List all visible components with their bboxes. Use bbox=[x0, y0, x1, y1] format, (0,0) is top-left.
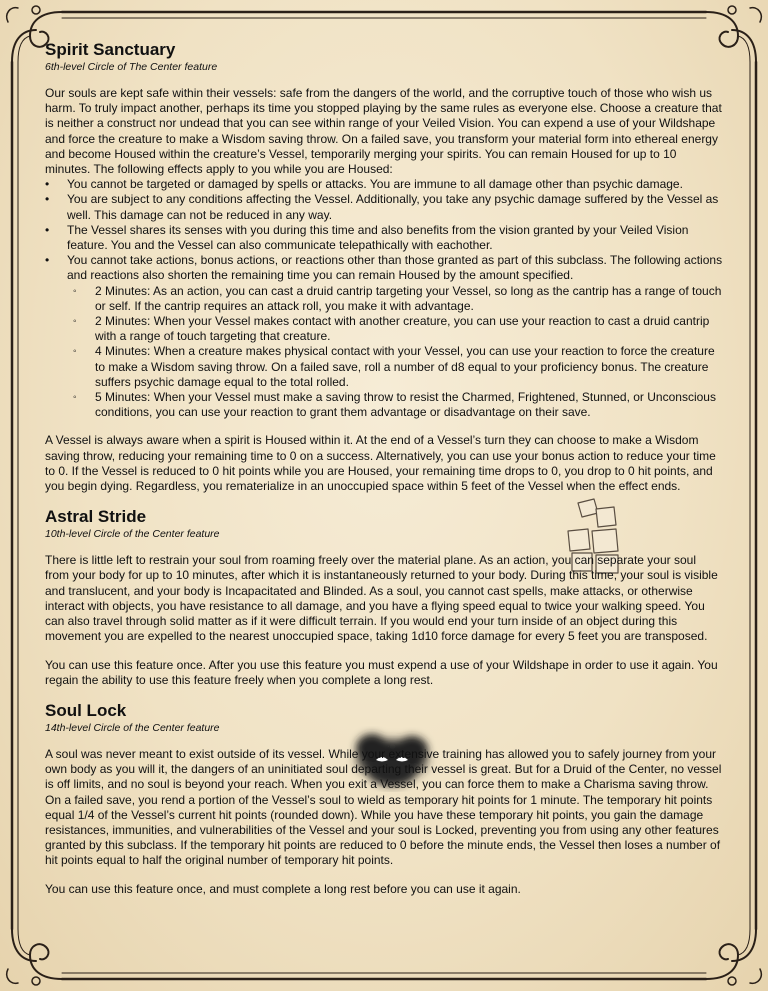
section-paragraph: Our souls are kept safe within their vessels: safe from the dangers of the world, and the corruptive touch of those who wish us harm. To truly impact another, perhaps its time you stopped playing by the same rules as everyone else. Choose a creature that is neither a construct nor undead that you can see within range of your Veiled Vision. You can expend a use of your Wildshape and force the creature to make a Wisdom saving throw. On a failed save, you transform your material form into ethereal energy and become Housed within the creature’s Vessel, temporarily merging your spirits. You can remain Housed for up to 10 minutes. The following effects apply to you while you are Housed: bbox=[45, 86, 722, 177]
section-title: Soul Lock bbox=[45, 700, 127, 720]
section-paragraph: A soul was never meant to exist outside of its vessel. While your extensive training has allowed you to safely journey from your own body as you will it, the dangers of an uninitiated soul departing their vessel is great. But for a Druid of the Center, no vessel is off limits, and no soul is beyond your reach. When you exit a Vessel, you can force them to make a Charisma saving throw. On a failed save, you rend a portion of the Vessel’s soul to wield as temporary hit points for 1 minute. The temporary hit points equal 1/4 of the Vessel’s current hit points (rounded down). While you have these temporary hit points, you gain the damage resistances, immunities, and vulnerabilities of the Vessel and your soul is Locked, preventing you from using any other features granted by this subclass. If the temporary hit points are reduced to 0 before the minute ends, the Vessel then loses a number of hit points equal to half the original number of temporary hit points. bbox=[45, 746, 722, 868]
section-title: Astral Stride bbox=[45, 507, 147, 527]
list-item: • The Vessel shares its senses with you during this time and also benefits from the vision granted by your Veiled Vision feature. You and the Vessel can also communicate telepathically with eachother. bbox=[45, 223, 723, 253]
section-spirit-sanctuary bbox=[45, 40, 723, 494]
list-item-text: You cannot take actions, bonus actions, or reactions other than those granted as part of this subclass. The following actions and reactions also shorten the remaining time you can remain Housed by the amount specified. bbox=[67, 253, 723, 283]
sublist-item: ◦ 5 Minutes: When your Vessel must make a saving throw to resist the Charmed, Frightened, Stunned, or Unconscious conditions, you can use your reaction to grant them advantage or disadvantage on their save. bbox=[67, 390, 723, 420]
list-item: • You cannot be targeted or damaged by spells or attacks. You are immune to all damage other than psychic damage. bbox=[45, 177, 723, 192]
list-item: • You are subject to any conditions affecting the Vessel. Additionally, you take any psychic damage suffered by the Vessel as well. This damage can not be reduced in any way. bbox=[45, 192, 723, 222]
list-item bbox=[45, 253, 723, 420]
section-title: Spirit Sanctuary bbox=[45, 40, 176, 59]
section-paragraph: You can use this feature once, and must complete a long rest before you can use it again. bbox=[45, 881, 521, 896]
effects-list bbox=[45, 177, 723, 420]
section-subtitle: 14th-level Circle of the Center feature bbox=[45, 721, 220, 734]
section-subtitle: 6th-level Circle of The Center feature bbox=[45, 61, 218, 73]
section-paragraph: A Vessel is always aware when a spirit is Housed within it. At the end of a Vessel’s turn they can choose to make a Wisdom saving throw, reducing your remaining time to 0 on a success. Alternatively, you can use your bonus action to reduce your time to 0. If the Vessel is reduced to 0 hit points while you are Housed, your remaining time drops to 0, you drop to 0 hit points, and you begin dying. Regardless, you rematerialize in an unoccupied space within 5 feet of the Vessel when the effect ends. bbox=[45, 433, 716, 494]
page-content bbox=[45, 40, 723, 910]
sublist-item: ◦ 2 Minutes: As an action, you can cast a druid cantrip targeting your Vessel, so long as the cantrip has a range of touch or self. If the cantrip requires an attack roll, you make it with advantage. bbox=[67, 284, 723, 314]
sublist-item: ◦ 4 Minutes: When a creature makes physical contact with your Vessel, you can use your reaction to force the creature to make a Wisdom saving throw. On a failed save, roll a number of d8 equal to your proficiency bonus. The creature suffers psychic damage equal to the total rolled. bbox=[67, 344, 723, 390]
actions-sublist bbox=[67, 284, 723, 421]
section-paragraph: There is little left to restrain your soul from roaming freely over the material plane. As an action, you can separate your soul from your body for up to 10 minutes, after which it is instantaneously returned to your body. During this time, your soul is visible and translucent, and your body is Incapacitated and Blinded. As a soul, you cannot cast spells, make attacks, or otherwise interact with objects, you have resistance to all damage, and you have a flying speed equal to twice your walking speed. You can also travel through solid matter as if it were difficult terrain. If you would end your turn inside of an object during this movement you are expelled to the nearest unoccupied space, taking 1d10 force damage for every 5 feet you are transposed. bbox=[45, 553, 718, 644]
section-subtitle: 10th-level Circle of the Center feature bbox=[45, 528, 220, 541]
section-soul-lock bbox=[45, 701, 723, 897]
section-astral-stride bbox=[45, 507, 723, 688]
section-paragraph: You can use this feature once. After you use this feature you must expend a use of your Wildshape in order to use it again. You regain the ability to use this feature freely when you complete a long rest. bbox=[45, 657, 718, 687]
sublist-item: ◦ 2 Minutes: When your Vessel makes contact with another creature, you can use your reaction to cast a druid cantrip with a range of touch targeting that creature. bbox=[67, 314, 723, 344]
